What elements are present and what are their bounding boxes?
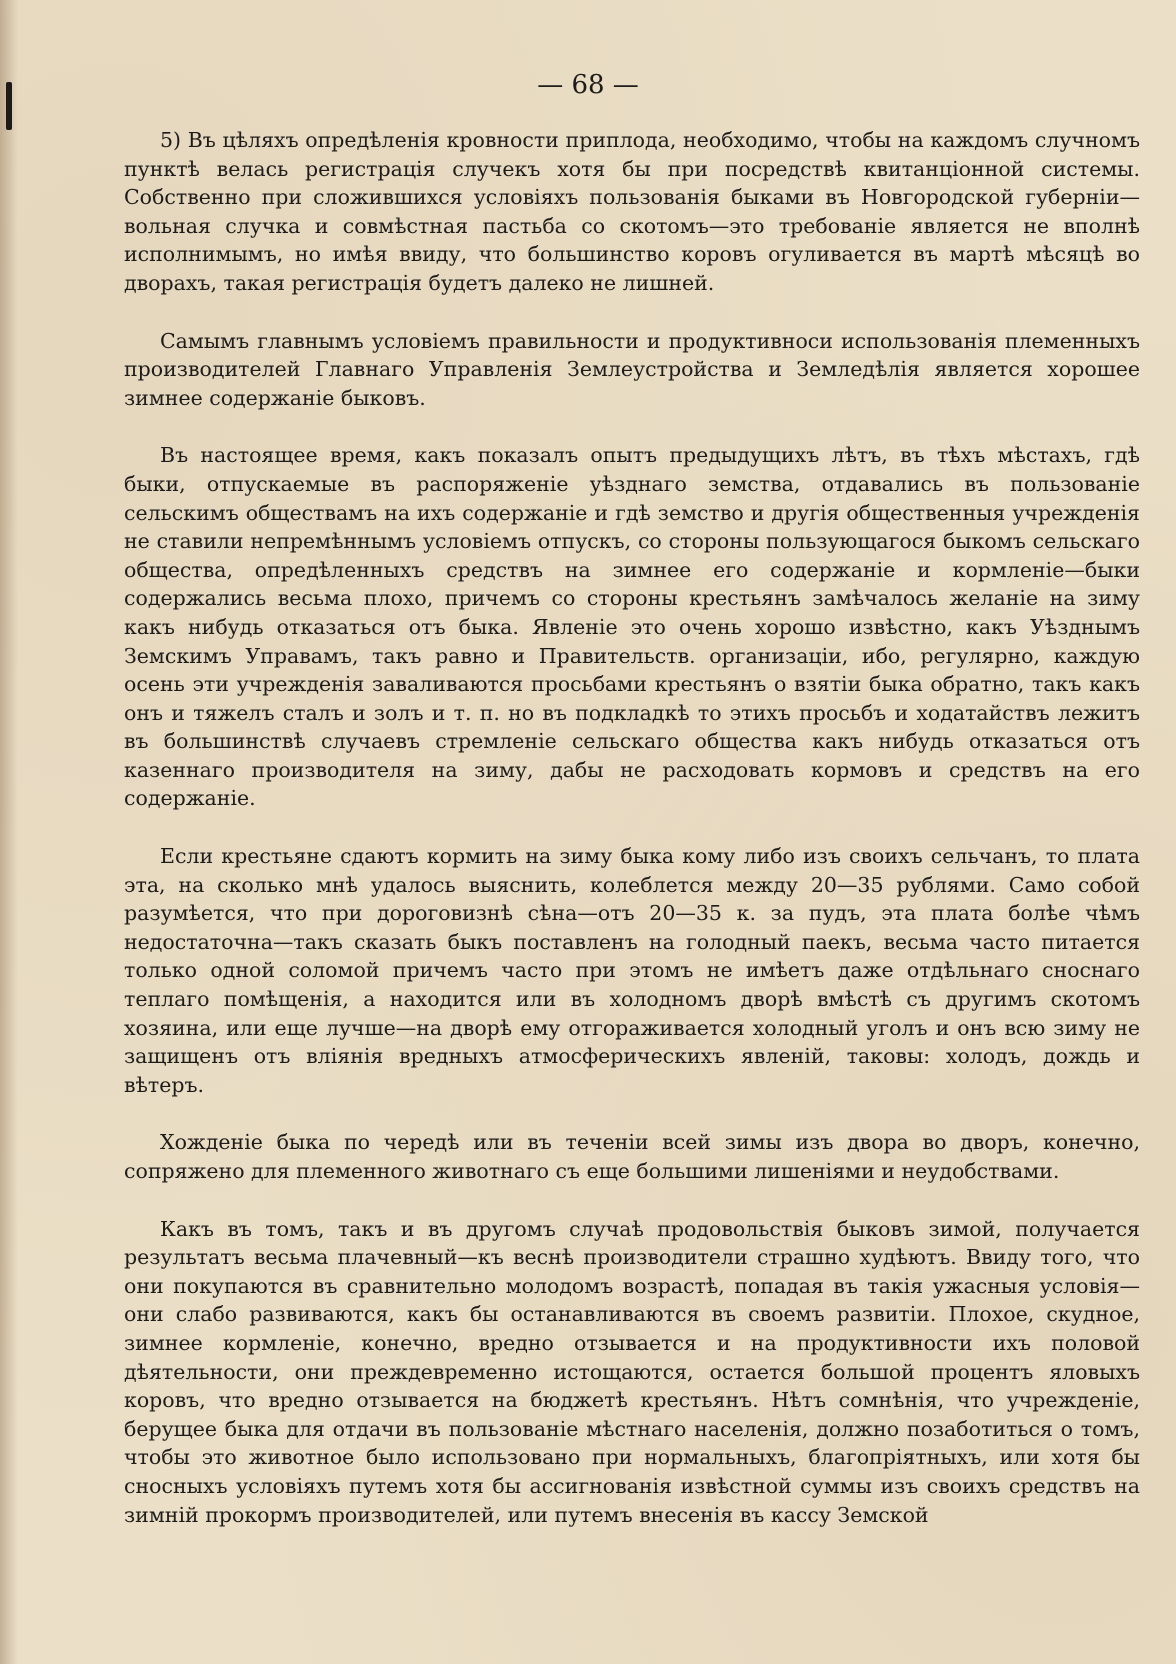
paragraph-1: 5) Въ цѣляхъ опредѣленія кровности приплода, необходимо, чтобы на каждомъ случномъ пунктѣ велась регистрація случекъ хотя бы при посредствѣ квитанціонной системы. Собственно при сложившихся условіяхъ пользованія быками въ Новгородской губерніи—вольная случка и совмѣстная пастьба со скотомъ—это требованіе является не вполнѣ исполнимымъ, но имѣя ввиду, что большинство коровъ огуливается въ мартѣ мѣсяцѣ во дворахъ, такая регистрація будетъ далеко не лишней. <box>124 128 1140 295</box>
paragraph-2: Самымъ главнымъ условіемъ правильности и продуктивноси использованія племенныхъ производителей Главнаго Управленія Землеустройства и Земледѣлія является хорошее зимнее содержаніе быковъ. <box>124 328 1140 410</box>
binding-shadow <box>0 0 18 1664</box>
paragraph-6: Какъ въ томъ, такъ и въ другомъ случаѣ продовольствія быковъ зимой, получается результатъ весьма плачевный—къ веснѣ производители страшно худѣютъ. Ввиду того, что они покупаются въ сравнительно молодомъ возрастѣ, попадая въ такія ужасныя условія—они слабо развиваются, какъ бы останавливаются въ своемъ развитіи. Плохое, скудное, зимнее кормленіе, конечно, вредно отзывается и на продуктивности ихъ половой дѣятельности, они преждевременно истощаются, остается большой процентъ яловыхъ коровъ, что вредно отзывается на бюджетѣ крестьянъ. Нѣтъ сомнѣнія, что учрежденіе, берущее быка для отдачи въ пользованіе мѣстнаго населенія, должно позаботиться о томъ, чтобы это животное было использовано при нормальныхъ, благопріятныхъ, или хотя бы сносныхъ условіяхъ путемъ хотя бы ассигнованія извѣстной суммы изъ своихъ средствъ на зимній прокормъ производителей, или путемъ внесенія въ кассу Земской <box>124 1216 1140 1527</box>
paragraph-5: Хожденіе быка по чередѣ или въ теченіи всей зимы изъ двора во дворъ, конечно, сопряжено для племенного животнаго съ еще большими лишеніями и неудобствами. <box>124 1130 1140 1183</box>
page-number: — 68 — <box>537 70 639 100</box>
paragraph-4: Если крестьяне сдаютъ кормить на зиму быка кому либо изъ своихъ сельчанъ, то плата эта, на сколько мнѣ удалось выяснить, колеблется между 20—35 рублями. Само собой разумѣется, что при дороговизнѣ сѣна—отъ 20—35 к. за пудъ, эта плата болѣе чѣмъ недостаточна—такъ сказать быкъ поставленъ на голодный паекъ, весьма часто питается только одной соломой причемъ часто при этомъ не имѣетъ даже отдѣльнаго сноснаго теплаго помѣщенія, а находится или въ холодномъ дворѣ вмѣстѣ съ другимъ скотомъ хозяина, или еще лучше—на дворѣ ему отгораживается холодный уголъ и онъ всю зиму не защищенъ отъ вліянія вредныхъ атмосферическихъ явленій, таковы: холодъ, дождь и вѣтеръ. <box>124 844 1140 1097</box>
paragraph-3: Въ настоящее время, какъ показалъ опытъ предыдущихъ лѣтъ, въ тѣхъ мѣстахъ, гдѣ быки, отпускаемые въ распоряженіе уѣзднаго земства, отдавались въ пользованіе сельскимъ обществамъ на ихъ содержаніе и гдѣ земство и другія общественныя учрежденія не ставили непремѣннымъ условіемъ отпускъ, со стороны пользующагося быкомъ сельскаго общества, опредѣленныхъ средствъ на зимнее его содержаніе и кормленіе—быки содержались весьма плохо, причемъ со стороны крестьянъ замѣчалось желаніе на зиму какъ нибудь отказаться отъ быка. Явленіе это очень хорошо извѣстно, какъ Уѣзднымъ Земскимъ Управамъ, такъ равно и Правительств. организаціи, ибо, регулярно, каждую осень эти учрежденія заваливаются просьбами крестьянъ о взятіи быка обратно, такъ какъ онъ и тяжелъ сталъ и золъ и т. п. но въ подкладкѣ то этихъ просьбъ и ходатайствъ лежитъ въ большинствѣ случаевъ стремленіе сельскаго общества какъ нибудь отказаться отъ казеннаго производителя на зиму, дабы не расходовать кормовъ и средствъ на его содержаніе. <box>124 443 1140 811</box>
body-text <box>124 126 1140 1529</box>
